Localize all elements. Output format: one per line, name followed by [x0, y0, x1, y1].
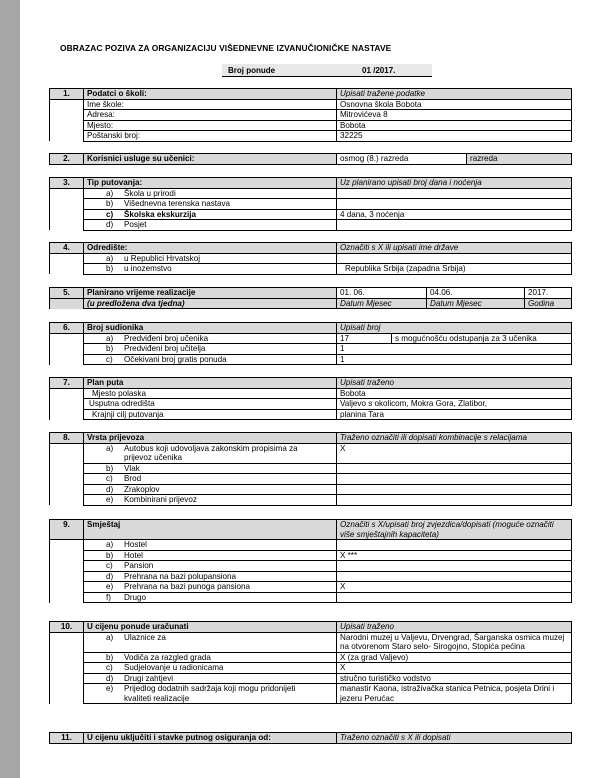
item-value[interactable]: Narodni muzej u Valjevu, Drvengrad, Šarganska osmica muzej na otvorenom Staro selo- Sirogojno, Stopića pećina	[337, 632, 572, 652]
section-11-insurance	[49, 732, 572, 744]
list-item: c) Sudjelovanje u radionicama	[84, 663, 337, 674]
item-value[interactable]: X	[337, 663, 572, 674]
date-to[interactable]: 04.06.	[427, 288, 525, 299]
item-value[interactable]: X (za grad Valjevo)	[337, 652, 572, 663]
section-instruction: Traženo označiti ili dopisati kombinacije s relacijama	[337, 433, 572, 444]
section-heading: Broj sudionika	[84, 323, 337, 334]
section-1-school-data	[49, 88, 572, 142]
section-instruction: Upisati tražene podatke	[337, 89, 572, 100]
item-value[interactable]: X	[337, 582, 572, 593]
item-value[interactable]	[337, 592, 572, 603]
section-instruction: Uz planirano upisati broj dana i noćenja	[337, 178, 572, 189]
list-item: a) Autobus koji udovoljava zakonskim propisima za prijevoz učenika	[84, 443, 337, 463]
field-value[interactable]: Bobota	[337, 388, 572, 399]
section-heading: U cijenu uključiti i stavke putnog osiguranja od:	[84, 733, 337, 744]
list-item: b) u inozemstvo	[84, 264, 337, 275]
class-suffix: razreda	[467, 154, 572, 165]
section-heading: U cijenu ponude uračunati	[84, 622, 337, 633]
section-heading: Smještaj	[84, 520, 337, 540]
field-label: Krajnji cilj putovanja	[84, 409, 337, 420]
list-item: b) Hotel	[84, 550, 337, 561]
list-item: c) Pansion	[84, 561, 337, 572]
section-number: 11.	[50, 733, 84, 744]
section-number: 8.	[50, 433, 84, 444]
class-value[interactable]: osmog (8.) razreda	[337, 154, 467, 165]
list-item: b) Predviđeni broj učitelja	[84, 344, 337, 355]
offer-value: 01 /2017.	[362, 66, 396, 75]
field-label: Poštanski broj:	[84, 131, 337, 142]
count-value[interactable]: 17	[337, 333, 392, 344]
section-number: 4.	[50, 243, 84, 254]
offer-number	[222, 64, 432, 76]
field-value[interactable]: Valjevo s okolicom, Mokra Gora, Zlatibor,	[337, 399, 572, 410]
field-value[interactable]: Bobota	[337, 120, 572, 131]
left-margin-bar	[0, 0, 20, 778]
list-item: a) Škola u prirodi	[84, 188, 337, 199]
section-7-travel-plan	[49, 377, 572, 420]
field-value[interactable]: 32225	[337, 131, 572, 142]
item-value[interactable]	[337, 571, 572, 582]
list-item: c) Školska ekskurzija	[84, 209, 337, 220]
list-item: b) Vlak	[84, 463, 337, 474]
list-item: e) Prijedlog dodatnih sadržaja koji mogu pridonijeti kvaliteti realizacije	[84, 684, 337, 704]
field-label: Adresa:	[84, 110, 337, 121]
list-item: e) Kombinirani prijevoz	[84, 495, 337, 506]
section-number: 2.	[50, 154, 84, 165]
section-heading: Tip putovanja:	[84, 178, 337, 189]
field-label: Ime škole:	[84, 99, 337, 110]
list-item: a) u Republici Hrvatskoj	[84, 253, 337, 264]
field-label: Mjesto:	[84, 120, 337, 131]
item-value[interactable]	[337, 474, 572, 485]
section-2-participants-class	[49, 153, 572, 165]
section-instruction: Traženo označiti s X ili dopisati	[337, 733, 572, 744]
list-item: e) Prehrana na bazi punoga pansiona	[84, 582, 337, 593]
count-value[interactable]: 1	[337, 354, 572, 365]
section-instruction: Upisati traženo	[337, 378, 572, 389]
item-value[interactable]: stručno turističko vodstvo	[337, 673, 572, 684]
section-4-destination	[49, 242, 572, 275]
item-value[interactable]	[337, 561, 572, 572]
date-label: Datum Mjesec	[337, 298, 427, 309]
section-number: 1.	[50, 89, 84, 100]
item-value[interactable]	[337, 463, 572, 474]
field-value[interactable]: Mitrovićeva 8	[337, 110, 572, 121]
field-label: Usputna odredišta	[84, 399, 337, 410]
section-number: 10.	[50, 622, 84, 633]
field-value[interactable]: planina Tara	[337, 409, 572, 420]
field-label: Mjesto polaska	[84, 388, 337, 399]
section-heading: Planirano vrijeme realizacije	[84, 288, 337, 299]
section-5-planned-time	[49, 287, 572, 309]
section-8-transport	[49, 432, 572, 506]
item-value[interactable]	[337, 220, 572, 231]
list-item: a) Predviđeni broj učenika	[84, 333, 337, 344]
section-instruction: Označiti s X/upisati broj zvjezdica/dopisati (moguće označiti više smještajnih kapaciteta)	[337, 520, 572, 540]
section-instruction: Označiti s X ili upisati ime države	[337, 243, 572, 254]
list-item: d) Zrakoplov	[84, 484, 337, 495]
list-item: d) Prehrana na bazi polupansiona	[84, 571, 337, 582]
item-value[interactable]: 4 dana, 3 noćenja	[337, 209, 572, 220]
list-item: b) Višednevna terenska nastava	[84, 199, 337, 210]
list-item: f) Drugo	[84, 592, 337, 603]
year[interactable]: 2017.	[525, 288, 572, 299]
section-heading: Podatci o školi:	[84, 89, 337, 100]
section-heading: Korisnici usluge su učenici:	[84, 154, 337, 165]
count-value[interactable]: 1	[337, 344, 572, 355]
item-value[interactable]: X ***	[337, 550, 572, 561]
item-value[interactable]: manastir Kaona, istraživačka stanica Petnica, posjeta Drini i jezeru Perućac	[337, 684, 572, 704]
document-title: OBRAZAC POZIVA ZA ORGANIZACIJU VIŠEDNEVNE IZVANUČIONIČKE NASTAVE	[60, 43, 392, 53]
offer-label: Broj ponude	[228, 66, 276, 75]
section-number: 9.	[50, 520, 84, 540]
item-value[interactable]	[337, 188, 572, 199]
count-note: s mogućnošću odstupanja za 3 učenika	[392, 333, 572, 344]
list-item: d) Posjet	[84, 220, 337, 231]
section-heading: Plan puta	[84, 378, 337, 389]
section-number: 5.	[50, 288, 84, 299]
section-instruction: Upisati broj	[337, 323, 572, 334]
section-heading: Odredište:	[84, 243, 337, 254]
item-value[interactable]: Republika Srbija (zapadna Srbija)	[337, 264, 572, 275]
item-value[interactable]	[337, 495, 572, 506]
section-3-trip-type	[49, 177, 572, 231]
field-value[interactable]: Osnovna škola Bobota	[337, 99, 572, 110]
section-10-price-includes	[49, 621, 572, 704]
section-9-accommodation	[49, 519, 572, 603]
section-6-participants	[49, 322, 572, 365]
date-from[interactable]: 01. 06.	[337, 288, 427, 299]
list-item: d) Drugi zahtjevi	[84, 673, 337, 684]
list-item: b) Vodiča za razgled grada	[84, 652, 337, 663]
item-value[interactable]	[337, 484, 572, 495]
list-item: c) Brod	[84, 474, 337, 485]
section-number: 3.	[50, 178, 84, 189]
list-item: a) Ulaznice za	[84, 632, 337, 652]
item-value[interactable]	[337, 253, 572, 264]
section-number: 6.	[50, 323, 84, 334]
item-value[interactable]	[337, 199, 572, 210]
section-instruction: Upisati traženo	[337, 622, 572, 633]
year-label: Godina	[525, 298, 572, 309]
section-heading: Vrsta prijevoza	[84, 433, 337, 444]
list-item: c) Očekivani broj gratis ponuda	[84, 354, 337, 365]
list-item: a) Hostel	[84, 540, 337, 551]
section-number: 7.	[50, 378, 84, 389]
date-label: Datum Mjesec	[427, 298, 525, 309]
item-value[interactable]: X	[337, 443, 572, 463]
section-subheading: (u predložena dva tjedna)	[84, 298, 337, 309]
item-value[interactable]	[337, 540, 572, 551]
